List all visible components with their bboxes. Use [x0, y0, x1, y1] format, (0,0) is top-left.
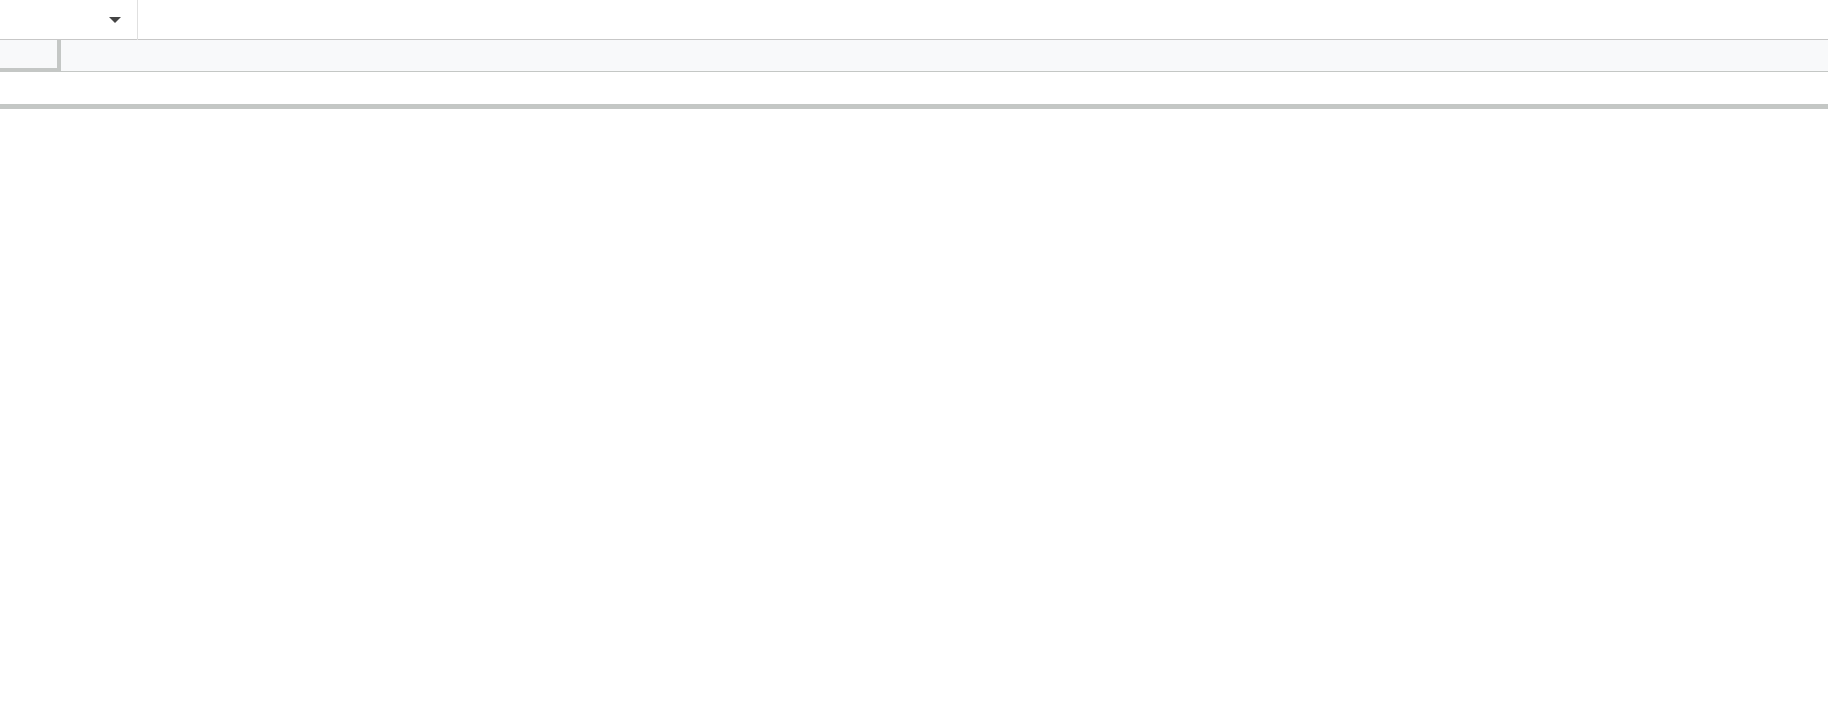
column-header-row: [0, 40, 1828, 72]
chevron-down-icon[interactable]: [109, 17, 121, 23]
name-box[interactable]: [0, 0, 138, 40]
spreadsheet-grid: [0, 40, 1828, 727]
formula-bar: [0, 0, 1828, 40]
frozen-row-divider[interactable]: [0, 104, 1828, 109]
select-all-corner[interactable]: [0, 40, 61, 72]
